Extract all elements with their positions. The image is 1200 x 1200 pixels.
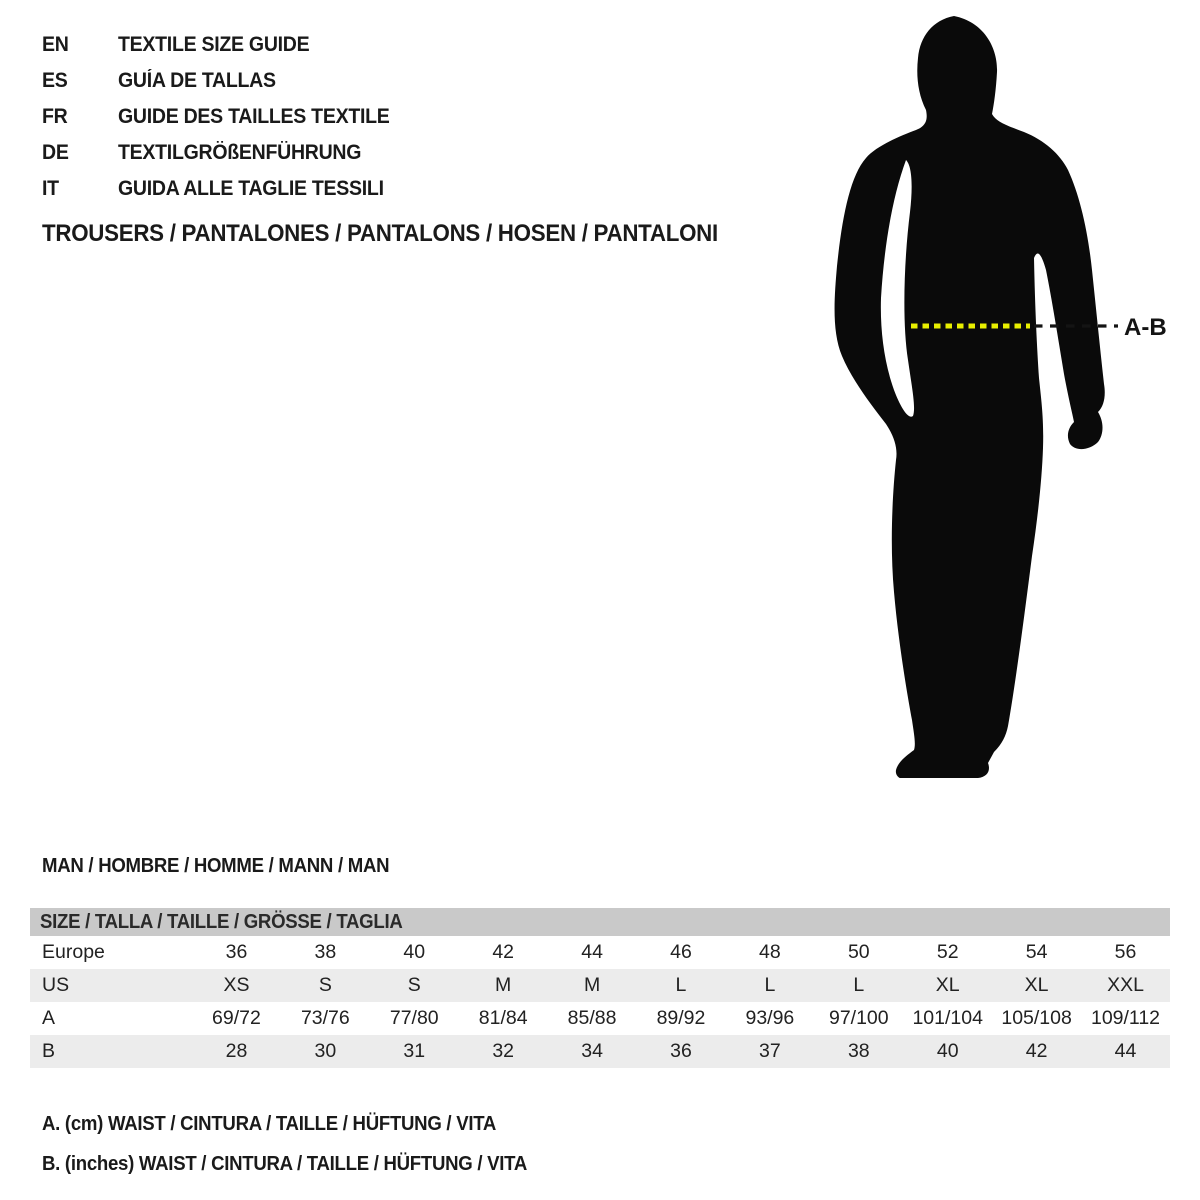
gender-title-text: MAN / HOMBRE / HOMME / MANN / MAN — [42, 855, 390, 877]
size-cell: XS — [223, 974, 250, 996]
size-cell: 36 — [225, 941, 248, 963]
size-cell: 31 — [403, 1040, 426, 1062]
size-cell: S — [407, 974, 421, 996]
table-row-b-inches — [30, 1035, 1170, 1068]
size-cell: 44 — [1114, 1040, 1137, 1062]
size-cell: 109/112 — [1090, 1007, 1161, 1029]
size-cell: 89/92 — [656, 1007, 706, 1029]
language-row-en — [42, 27, 410, 63]
size-cell: 56 — [1114, 941, 1137, 963]
language-label: GUIDE DES TAILLES TEXTILE — [118, 105, 390, 128]
table-row-us — [30, 969, 1170, 1002]
size-cell: 34 — [581, 1040, 603, 1062]
size-table-header-text: SIZE / TALLA / TAILLE / GRÖSSE / TAGLIA — [40, 911, 403, 933]
size-cell: 38 — [847, 1040, 870, 1062]
size-cell: 54 — [1025, 941, 1048, 963]
language-label: GUIDA ALLE TAGLIE TESSILI — [118, 177, 384, 200]
footnote-b-text: B. (inches) WAIST / CINTURA / TAILLE / HÜFTUNG / VITA — [42, 1153, 527, 1175]
size-cell: 37 — [759, 1040, 781, 1062]
size-cell: 40 — [936, 1040, 959, 1062]
footnote-b — [42, 1144, 564, 1184]
size-cell: 32 — [492, 1040, 515, 1062]
size-cell: 77/80 — [389, 1007, 439, 1029]
size-cell: 42 — [1025, 1040, 1048, 1062]
size-cell: 28 — [225, 1040, 248, 1062]
size-cell: 52 — [936, 941, 959, 963]
size-cell: 40 — [403, 941, 426, 963]
table-row-europe — [30, 936, 1170, 969]
language-code: FR — [42, 105, 68, 128]
language-code: ES — [42, 69, 68, 92]
size-cell: 97/100 — [828, 1007, 889, 1029]
language-label: TEXTILGRÖßENFÜHRUNG — [118, 141, 362, 164]
size-table — [30, 908, 1170, 1068]
size-table-header — [30, 908, 1170, 936]
size-cell: L — [675, 974, 687, 996]
size-cell: 85/88 — [567, 1007, 617, 1029]
size-cell: 36 — [670, 1040, 692, 1062]
language-row-de — [42, 135, 410, 171]
size-cell: 42 — [492, 941, 515, 963]
size-cell: XXL — [1107, 974, 1144, 996]
man-silhouette — [835, 16, 1105, 778]
size-cell: 44 — [581, 941, 603, 963]
size-cell: XL — [1024, 974, 1049, 996]
size-cell: 30 — [314, 1040, 337, 1062]
row-label: US — [42, 974, 70, 996]
size-cell: XL — [935, 974, 960, 996]
row-label: A — [42, 1007, 56, 1029]
size-cell: L — [764, 974, 776, 996]
language-code: IT — [42, 177, 59, 200]
language-row-fr — [42, 99, 410, 135]
size-cell: 81/84 — [478, 1007, 528, 1029]
footnote-a-text: A. (cm) WAIST / CINTURA / TAILLE / HÜFTUNG / VITA — [42, 1113, 497, 1135]
row-label: Europe — [42, 941, 105, 963]
size-cell: 101/104 — [912, 1007, 983, 1029]
waist-measure-label: A-B — [1124, 314, 1167, 341]
row-label: B — [42, 1040, 56, 1062]
size-cell: L — [853, 974, 865, 996]
size-cell: 48 — [759, 941, 781, 963]
footnote-a — [42, 1104, 564, 1144]
language-label: TEXTILE SIZE GUIDE — [118, 33, 310, 56]
size-cell: 73/76 — [300, 1007, 350, 1029]
language-row-it — [42, 171, 410, 207]
language-row-es — [42, 63, 410, 99]
language-list — [42, 27, 410, 207]
gender-title — [42, 855, 415, 878]
size-cell: 50 — [847, 941, 870, 963]
size-cell: 46 — [670, 941, 692, 963]
size-cell: M — [495, 974, 512, 996]
size-cell: 38 — [314, 941, 337, 963]
measurement-figure — [828, 8, 1173, 778]
man-silhouette-svg — [828, 8, 1173, 778]
category-title — [42, 220, 769, 248]
language-code: EN — [42, 33, 69, 56]
category-title-text: TROUSERS / PANTALONES / PANTALONS / HOSEN / PANTALONI — [42, 220, 718, 247]
size-cell: 105/108 — [1001, 1007, 1072, 1029]
language-code: DE — [42, 141, 69, 164]
language-label: GUÍA DE TALLAS — [118, 69, 276, 92]
size-cell: 93/96 — [745, 1007, 795, 1029]
footnotes — [42, 1104, 564, 1184]
size-cell: 69/72 — [212, 1007, 261, 1029]
table-row-a-cm — [30, 1002, 1170, 1035]
size-cell: S — [318, 974, 332, 996]
size-cell: M — [583, 974, 601, 996]
